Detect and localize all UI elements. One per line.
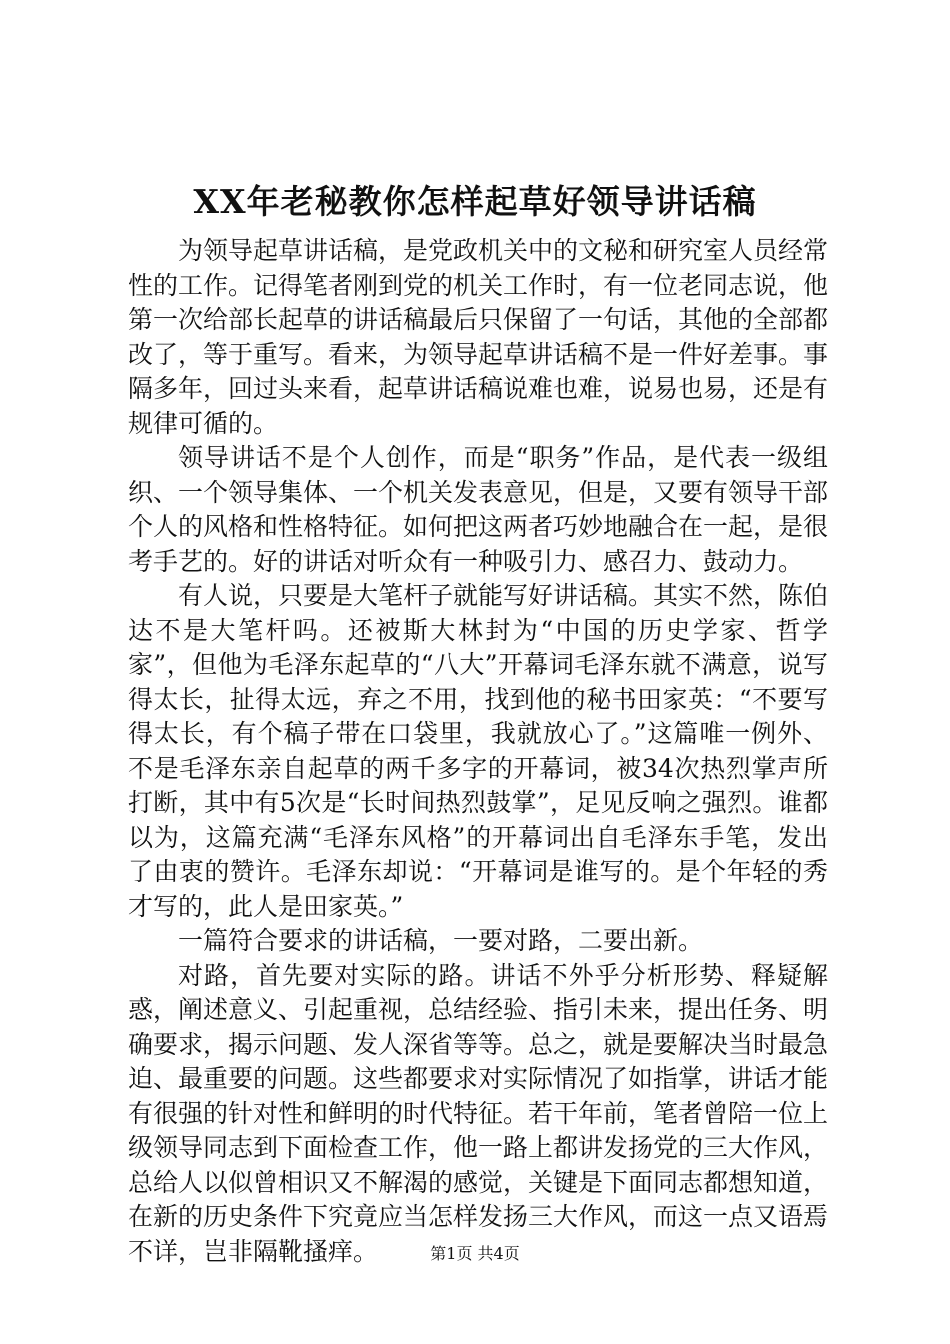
page-footer: 第1页 共4页 bbox=[430, 1244, 520, 1263]
paragraph: 有人说，只要是大笔杆子就能写好讲话稿。其实不然，陈伯达不是大笔杆吗。还被斯大林封为“中国的历史学家、哲学家”，但他为毛泽东起草的“八大”开幕词毛泽东就不满意，说写得太长，扯得太远，弃之不用，找到他的秘书田家英：“不要写得太长，有个稿子带在口袋里，我就放心了。”这篇唯一例外、不是毛泽东亲自起草的两千多字的开幕词，被34次热烈掌声所打断，其中有5次是“长时间热烈鼓掌”，足见反响之强烈。谁都以为，这篇充满“毛泽东风格”的开幕词出自毛泽东手笔，发出了由衷的赞许。毛泽东却说：“开幕词是谁写的。是个年轻的秀才写的，此人是田家英。” bbox=[128, 581, 829, 921]
document-title: XX年老秘教你怎样起草好领导讲话稿 bbox=[193, 182, 757, 221]
paragraph: 一篇符合要求的讲话稿，一要对路，二要出新。 bbox=[178, 926, 704, 955]
paragraph: 领导讲话不是个人创作，而是“职务”作品，是代表一级组织、一个领导集体、一个机关发表意见，但是，又要有领导干部个人的风格和性格特征。如何把这两者巧妙地融合在一起，是很考手艺的。好的讲话对听众有一种吸引力、感召力、鼓动力。 bbox=[128, 443, 829, 576]
paragraph: 为领导起草讲话稿，是党政机关中的文秘和研究室人员经常性的工作。记得笔者刚到党的机关工作时，有一位老同志说，他第一次给部长起草的讲话稿最后只保留了一句话，其他的全部都改了，等于重写。看来，为领导起草讲话稿不是一件好差事。事隔多年，回过头来看，起草讲话稿说难也难，说易也易，还是有规律可循的。 bbox=[128, 236, 829, 438]
paragraph: 对路，首先要对实际的路。讲话不外乎分析形势、释疑解惑，阐述意义、引起重视，总结经验、指引未来，提出任务、明确要求，揭示问题、发人深省等等。总之，就是要解决当时最急迫、最重要的问题。这些都要求对实际情况了如指掌，讲话才能有很强的针对性和鲜明的时代特征。若干年前，笔者曾陪一位上级领导同志到下面检查工作，他一路上都讲发扬党的三大作风，总给人以似曾相识又不解渴的感觉，关键是下面同志都想知道，在新的历史条件下究竟应当怎样发扬三大作风，而这一点又语焉不详，岂非隔靴搔痒。 bbox=[128, 960, 829, 1266]
document-body bbox=[128, 234, 828, 1269]
